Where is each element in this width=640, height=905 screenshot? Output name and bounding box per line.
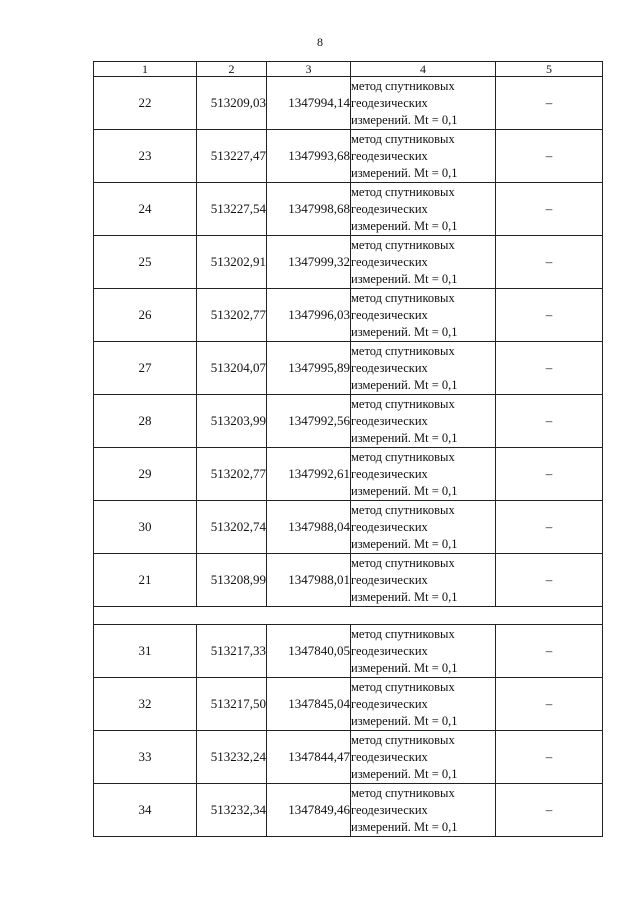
method-line: геодезических bbox=[351, 466, 428, 481]
point-number-cell: 29 bbox=[94, 448, 197, 501]
method-line: измерений. Mt = 0,1 bbox=[351, 324, 458, 339]
table-row bbox=[94, 501, 603, 554]
method-cell bbox=[351, 554, 496, 607]
page-number: 8 bbox=[317, 35, 323, 49]
y-coordinate-cell: 1347844,47 bbox=[267, 731, 351, 784]
method-line: геодезических bbox=[351, 201, 428, 216]
method-line: геодезических bbox=[351, 696, 428, 711]
header-cell: 1 bbox=[94, 62, 197, 77]
method-line: геодезических bbox=[351, 254, 428, 269]
table-row bbox=[94, 183, 603, 236]
method-line: геодезических bbox=[351, 802, 428, 817]
method-cell bbox=[351, 342, 496, 395]
table-row bbox=[94, 77, 603, 130]
y-coordinate-cell: 1347998,68 bbox=[267, 183, 351, 236]
method-cell bbox=[351, 625, 496, 678]
method-line: метод спутниковых bbox=[351, 396, 455, 411]
y-coordinate-cell: 1347840,05 bbox=[267, 625, 351, 678]
note-cell: – bbox=[496, 130, 603, 183]
method-line: измерений. Mt = 0,1 bbox=[351, 819, 458, 834]
table-row bbox=[94, 236, 603, 289]
method-line: геодезических bbox=[351, 749, 428, 764]
method-line: измерений. Mt = 0,1 bbox=[351, 766, 458, 781]
method-cell bbox=[351, 395, 496, 448]
point-number-cell: 23 bbox=[94, 130, 197, 183]
method-cell bbox=[351, 448, 496, 501]
y-coordinate-cell: 1347995,89 bbox=[267, 342, 351, 395]
method-line: измерений. Mt = 0,1 bbox=[351, 165, 458, 180]
table-row bbox=[94, 342, 603, 395]
table-row bbox=[94, 731, 603, 784]
method-line: измерений. Mt = 0,1 bbox=[351, 660, 458, 675]
note-cell: – bbox=[496, 183, 603, 236]
note-cell: – bbox=[496, 236, 603, 289]
header-cell: 4 bbox=[351, 62, 496, 77]
method-line: измерений. Mt = 0,1 bbox=[351, 483, 458, 498]
method-cell bbox=[351, 731, 496, 784]
y-coordinate-cell: 1347996,03 bbox=[267, 289, 351, 342]
x-coordinate-cell: 513232,24 bbox=[197, 731, 267, 784]
separator-cell bbox=[94, 607, 603, 625]
method-line: метод спутниковых bbox=[351, 679, 455, 694]
x-coordinate-cell: 513209,03 bbox=[197, 77, 267, 130]
x-coordinate-cell: 513217,33 bbox=[197, 625, 267, 678]
point-number-cell: 31 bbox=[94, 625, 197, 678]
note-cell: – bbox=[496, 77, 603, 130]
method-line: метод спутниковых bbox=[351, 290, 455, 305]
y-coordinate-cell: 1347992,56 bbox=[267, 395, 351, 448]
table-row bbox=[94, 130, 603, 183]
table-row bbox=[94, 448, 603, 501]
method-cell bbox=[351, 77, 496, 130]
method-line: геодезических bbox=[351, 413, 428, 428]
method-line: метод спутниковых bbox=[351, 502, 455, 517]
note-cell: – bbox=[496, 784, 603, 837]
x-coordinate-cell: 513232,34 bbox=[197, 784, 267, 837]
method-line: измерений. Mt = 0,1 bbox=[351, 377, 458, 392]
header-cell: 3 bbox=[267, 62, 351, 77]
point-number-cell: 32 bbox=[94, 678, 197, 731]
method-line: геодезических bbox=[351, 148, 428, 163]
method-cell bbox=[351, 130, 496, 183]
method-line: измерений. Mt = 0,1 bbox=[351, 430, 458, 445]
method-line: метод спутниковых bbox=[351, 626, 455, 641]
method-cell bbox=[351, 678, 496, 731]
table-row bbox=[94, 678, 603, 731]
method-line: метод спутниковых bbox=[351, 184, 455, 199]
table-row bbox=[94, 554, 603, 607]
y-coordinate-cell: 1347988,04 bbox=[267, 501, 351, 554]
x-coordinate-cell: 513204,07 bbox=[197, 342, 267, 395]
method-line: геодезических bbox=[351, 360, 428, 375]
method-line: метод спутниковых bbox=[351, 785, 455, 800]
note-cell: – bbox=[496, 731, 603, 784]
method-line: метод спутниковых bbox=[351, 343, 455, 358]
header-row bbox=[94, 62, 603, 77]
separator-row bbox=[94, 607, 603, 625]
header-cell: 5 bbox=[496, 62, 603, 77]
point-number-cell: 33 bbox=[94, 731, 197, 784]
method-line: измерений. Mt = 0,1 bbox=[351, 218, 458, 233]
point-number-cell: 30 bbox=[94, 501, 197, 554]
method-line: геодезических bbox=[351, 307, 428, 322]
method-line: измерений. Mt = 0,1 bbox=[351, 589, 458, 604]
note-cell: – bbox=[496, 289, 603, 342]
note-cell: – bbox=[496, 342, 603, 395]
method-cell bbox=[351, 501, 496, 554]
y-coordinate-cell: 1347988,01 bbox=[267, 554, 351, 607]
method-line: измерений. Mt = 0,1 bbox=[351, 536, 458, 551]
coordinates-table bbox=[93, 61, 603, 837]
point-number-cell: 24 bbox=[94, 183, 197, 236]
x-coordinate-cell: 513202,74 bbox=[197, 501, 267, 554]
note-cell: – bbox=[496, 501, 603, 554]
note-cell: – bbox=[496, 625, 603, 678]
x-coordinate-cell: 513217,50 bbox=[197, 678, 267, 731]
y-coordinate-cell: 1347845,04 bbox=[267, 678, 351, 731]
note-cell: – bbox=[496, 678, 603, 731]
method-line: измерений. Mt = 0,1 bbox=[351, 713, 458, 728]
method-line: метод спутниковых bbox=[351, 449, 455, 464]
table-row bbox=[94, 289, 603, 342]
x-coordinate-cell: 513202,77 bbox=[197, 448, 267, 501]
header-cell: 2 bbox=[197, 62, 267, 77]
note-cell: – bbox=[496, 395, 603, 448]
y-coordinate-cell: 1347999,32 bbox=[267, 236, 351, 289]
y-coordinate-cell: 1347849,46 bbox=[267, 784, 351, 837]
method-cell bbox=[351, 183, 496, 236]
method-line: метод спутниковых bbox=[351, 78, 455, 93]
x-coordinate-cell: 513202,91 bbox=[197, 236, 267, 289]
table-row bbox=[94, 784, 603, 837]
x-coordinate-cell: 513227,54 bbox=[197, 183, 267, 236]
table-row bbox=[94, 625, 603, 678]
method-line: метод спутниковых bbox=[351, 555, 455, 570]
method-cell bbox=[351, 289, 496, 342]
method-line: измерений. Mt = 0,1 bbox=[351, 271, 458, 286]
note-cell: – bbox=[496, 448, 603, 501]
y-coordinate-cell: 1347992,61 bbox=[267, 448, 351, 501]
method-line: геодезических bbox=[351, 643, 428, 658]
y-coordinate-cell: 1347994,14 bbox=[267, 77, 351, 130]
method-cell bbox=[351, 236, 496, 289]
point-number-cell: 22 bbox=[94, 77, 197, 130]
method-line: геодезических bbox=[351, 95, 428, 110]
method-cell bbox=[351, 784, 496, 837]
method-line: метод спутниковых bbox=[351, 131, 455, 146]
note-cell: – bbox=[496, 554, 603, 607]
point-number-cell: 28 bbox=[94, 395, 197, 448]
x-coordinate-cell: 513227,47 bbox=[197, 130, 267, 183]
method-line: измерений. Mt = 0,1 bbox=[351, 112, 458, 127]
point-number-cell: 27 bbox=[94, 342, 197, 395]
point-number-cell: 21 bbox=[94, 554, 197, 607]
x-coordinate-cell: 513208,99 bbox=[197, 554, 267, 607]
x-coordinate-cell: 513202,77 bbox=[197, 289, 267, 342]
method-line: метод спутниковых bbox=[351, 732, 455, 747]
method-line: метод спутниковых bbox=[351, 237, 455, 252]
point-number-cell: 26 bbox=[94, 289, 197, 342]
method-line: геодезических bbox=[351, 572, 428, 587]
method-line: геодезических bbox=[351, 519, 428, 534]
point-number-cell: 25 bbox=[94, 236, 197, 289]
table-row bbox=[94, 395, 603, 448]
x-coordinate-cell: 513203,99 bbox=[197, 395, 267, 448]
point-number-cell: 34 bbox=[94, 784, 197, 837]
y-coordinate-cell: 1347993,68 bbox=[267, 130, 351, 183]
